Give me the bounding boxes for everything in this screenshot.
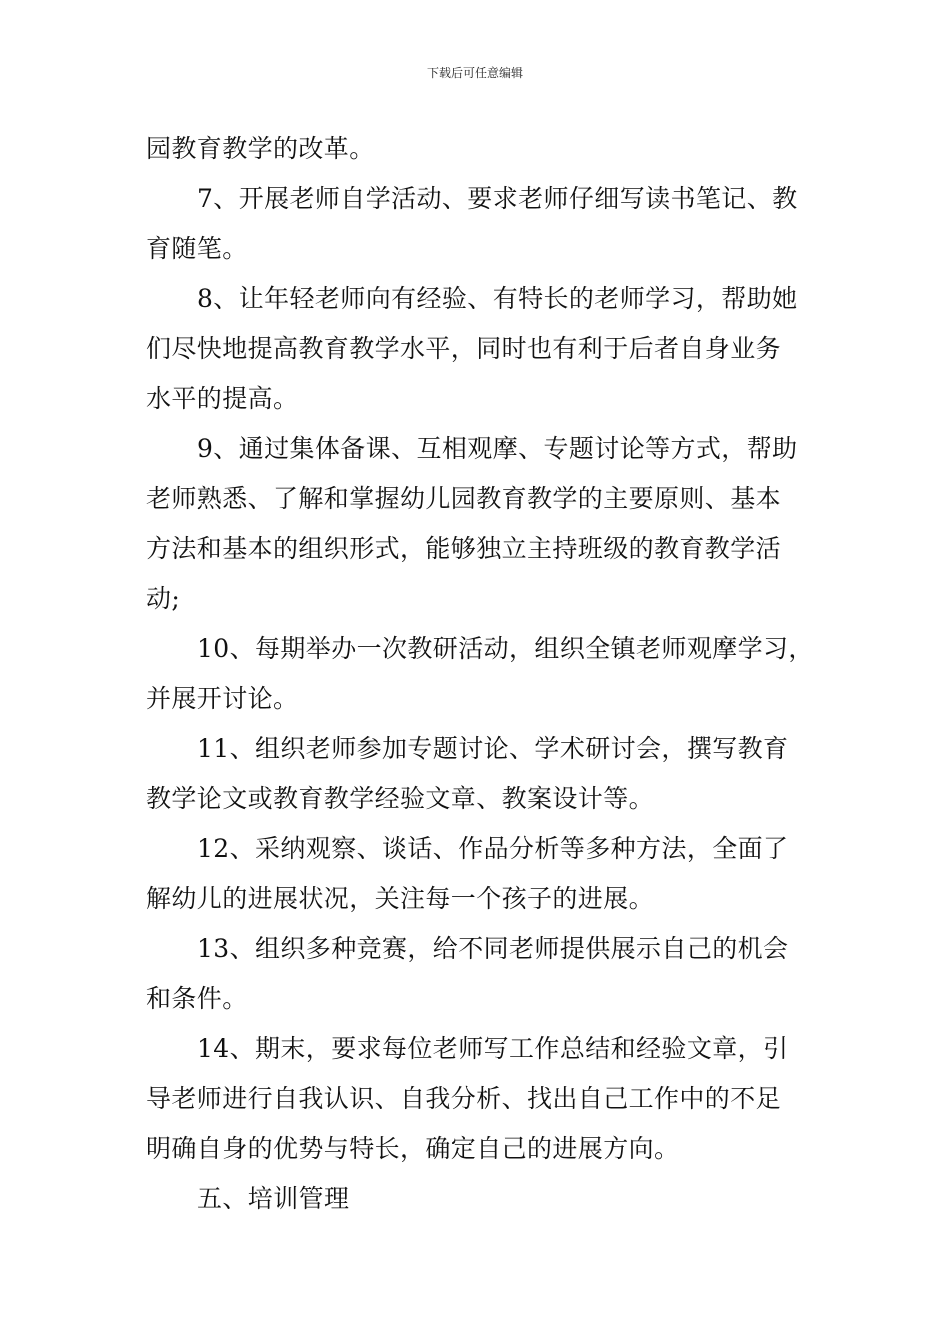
text-line: 13、组织多种竞赛，给不同老师提供展示自己的机会: [197, 934, 789, 963]
paragraph: [146, 724, 810, 824]
text-line: 育随笔。: [146, 234, 248, 263]
text-line: 明确自身的优势与特长，确定自己的进展方向。: [146, 1134, 680, 1163]
text-line: 方法和基本的组织形式，能够独立主持班级的教育教学活: [146, 534, 782, 563]
paragraph: [146, 824, 810, 924]
text-line: 导老师进行自我认识、自我分析、找出自己工作中的不足: [146, 1084, 782, 1113]
text-line: 10、每期举办一次教研活动，组织全镇老师观摩学习，: [197, 634, 814, 663]
paragraph: [146, 424, 810, 624]
paragraph: [146, 924, 810, 1024]
text-line: 9、通过集体备课、互相观摩、专题讨论等方式，帮助: [197, 434, 798, 463]
paragraph: [146, 1024, 810, 1174]
paragraph: [146, 174, 810, 274]
paragraph: [146, 1174, 810, 1224]
paragraph: [146, 274, 810, 424]
text-line: 11、组织老师参加专题讨论、学术研讨会，撰写教育: [197, 734, 789, 763]
text-line: 老师熟悉、了解和掌握幼儿园教育教学的主要原则、基本: [146, 484, 782, 513]
text-line: 7、开展老师自学活动、要求老师仔细写读书笔记、教: [197, 184, 798, 213]
text-line: 并展开讨论。: [146, 684, 299, 713]
header-text: 下载后可任意编辑: [426, 66, 523, 80]
text-line: 动;: [146, 584, 181, 613]
text-line: 解幼儿的进展状况，关注每一个孩子的进展。: [146, 884, 655, 913]
document-body: [146, 124, 814, 1224]
page-header: [0, 64, 950, 82]
text-line: 14、期末，要求每位老师写工作总结和经验文章，引: [197, 1034, 789, 1063]
text-line: 12、采纳观察、谈话、作品分析等多种方法，全面了: [197, 834, 789, 863]
text-line: 五、培训管理: [197, 1184, 350, 1213]
text-line: 水平的提高。: [146, 384, 299, 413]
text-line: 们尽快地提高教育教学水平，同时也有利于后者自身业务: [146, 334, 782, 363]
text-line: 和条件。: [146, 984, 248, 1013]
text-line: 8、让年轻老师向有经验、有特长的老师学习，帮助她: [197, 284, 798, 313]
paragraph: [146, 124, 810, 174]
paragraph: [146, 624, 814, 724]
text-line: 园教育教学的改革。: [146, 134, 375, 163]
text-line: 教学论文或教育教学经验文章、教案设计等。: [146, 784, 655, 813]
